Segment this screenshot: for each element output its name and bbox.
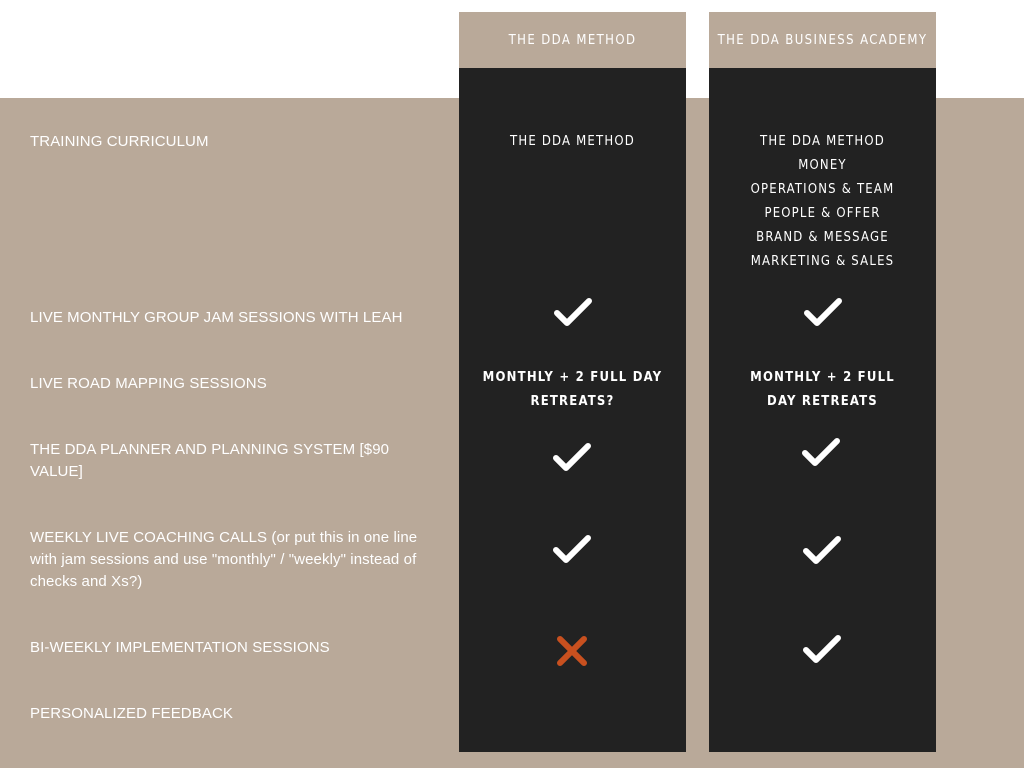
check-icon	[552, 442, 592, 474]
check-icon	[801, 437, 841, 469]
road-mapping-line: DAY RETREATS	[767, 394, 878, 409]
row-label-live-monthly-jam-sessions: LIVE MONTHLY GROUP JAM SESSIONS WITH LEAH	[30, 309, 403, 326]
curriculum-item: PEOPLE & OFFER	[764, 206, 881, 221]
road-mapping-line: MONTHLY + 2 FULL	[750, 370, 895, 385]
row-label-personalized-feedback: PERSONALIZED FEEDBACK	[30, 705, 233, 722]
column-heading-dda-method	[459, 12, 686, 68]
cross-icon	[555, 634, 589, 668]
curriculum-item: THE DDA METHOD	[510, 134, 635, 149]
column-heading-dda-business-academy	[709, 12, 936, 68]
column-heading-label: THE DDA METHOD	[508, 32, 637, 48]
cell-training-curriculum-business-academy	[709, 130, 936, 274]
check-icon	[803, 297, 843, 329]
curriculum-item: MARKETING & SALES	[750, 254, 895, 269]
check-icon	[802, 535, 842, 567]
road-mapping-line: RETREATS?	[530, 394, 615, 409]
row-label-bi-weekly-implementation: BI-WEEKLY IMPLEMENTATION SESSIONS	[30, 639, 330, 656]
curriculum-item: THE DDA METHOD	[760, 134, 885, 149]
cell-road-mapping-business-academy	[709, 366, 936, 414]
cell-training-curriculum-dda-method	[459, 130, 686, 154]
row-label-training-curriculum: TRAINING CURRICULUM	[30, 133, 209, 150]
road-mapping-line: MONTHLY + 2 FULL DAY	[482, 370, 663, 385]
row-label-weekly-live-coaching-calls: WEEKLY LIVE COACHING CALLS (or put this in one line with jam sessions and use "monthly" / "weekly" instead of checks and Xs?)	[30, 529, 418, 590]
row-label-dda-planner: THE DDA PLANNER AND PLANNING SYSTEM [$90 VALUE]	[30, 441, 390, 480]
check-icon	[802, 634, 842, 666]
row-label-live-road-mapping-sessions: LIVE ROAD MAPPING SESSIONS	[30, 375, 267, 392]
check-icon	[553, 297, 593, 329]
check-icon	[552, 534, 592, 566]
column-heading-label: THE DDA BUSINESS ACADEMY	[717, 32, 928, 48]
cell-road-mapping-dda-method	[459, 366, 686, 414]
curriculum-item: OPERATIONS & TEAM	[750, 182, 895, 197]
curriculum-item: MONEY	[798, 158, 847, 173]
curriculum-item: BRAND & MESSAGE	[756, 230, 889, 245]
